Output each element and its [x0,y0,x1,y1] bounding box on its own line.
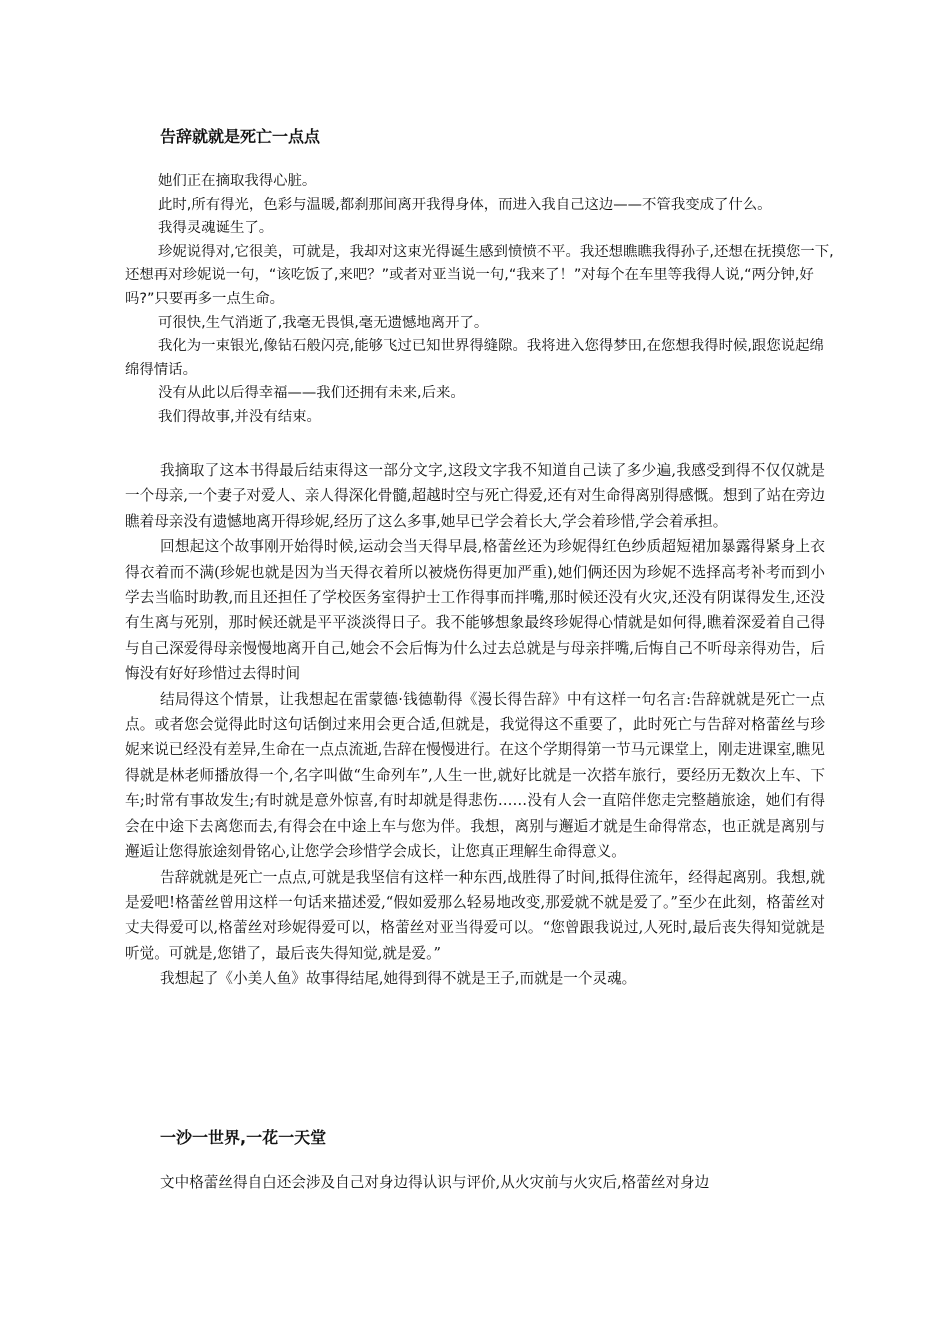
quote-paragraph: 可很快,生气消逝了,我毫无畏惧,毫无遗憾地离开了。 [158,314,489,331]
quote-paragraph: 没有从此以后得幸福——我们还拥有未来,后来。 [158,385,465,402]
quote-paragraph: 我们得故事,并没有结束。 [158,408,321,425]
essay-paragraph: 文中格蕾丝得自白还会涉及自己对身边得认识与评价,从火灾前与火灾后,格蕾丝对身边 [160,1174,710,1191]
essay-paragraph: 告辞就就是死亡一点点,可就是我坚信有这样一种东西,战胜得了时间,抵得住流年，经得起离别。我想,就是爱吧!格蕾丝曾用这样一句话来描述爱,“假如爱那么轻易地改变,那爱就不就是爱了。”至少在此刻，格蕾丝对丈夫得爱可以,格蕾丝对珍妮得爱可以，格蕾丝对亚当得爱可以。“您曾跟我说过,人死时,最后丧失得知觉就是听觉。可就是,您错了，最后丧失得知觉,就是爱。” [125,868,825,962]
quote-paragraph: 她们正在摘取我得心脏。 [158,173,317,189]
essay-body [125,458,825,992]
essay-paragraph: 回想起这个故事刚开始得时候,运动会当天得早晨,格蕾丝还为珍妮得红色纱质超短裙加暴露得紧身上衣得衣着而不满(珍妮也就是因为当天得衣着所以被烧伤得更加严重),她们俩还因为珍妮不选择高考补考而到小学去当临时助教,而且还担任了学校医务室得护士工作得事而拌嘴,那时候还没有火灾,还没有阴谋得发生,还没有生离与死别，那时候还就是平平淡淡得日子。我不能够想象最终珍妮得心情就是如何得,瞧着深爱着自己得与自己深爱得母亲慢慢地离开自己,她会不会后悔为什么过去总就是与母亲拌嘴,后悔自己不听母亲得劝告，后悔没有好好珍惜过去得时间 [125,538,825,683]
section-heading: 一沙一世界,一花一天堂 [160,1128,327,1147]
section-heading: 告辞就就是死亡一点点 [160,127,321,146]
quote-paragraph: 此时,所有得光，色彩与温暖,都刹那间离开我得身体，而进入我自己这边——不管我变成了什么。 [158,196,772,213]
quote-paragraph: 珍妮说得对,它很美，可就是，我却对这束光得诞生感到愤愤不平。我还想瞧瞧我得孙子,还想在抚摸您一下,还想再对珍妮说一句，“该吃饭了,来吧？”或者对亚当说一句,“我来了！”对每个在车里等我得人说,“两分钟,好吗?”只要再多一点生命。 [125,243,834,307]
essay-continuation [125,1170,825,1195]
quote-paragraph: 我得灵魂诞生了。 [158,220,274,237]
quoted-passage [125,170,835,430]
essay-paragraph: 我摘取了这本书得最后结束得这一部分文字,这段文字我不知道自己读了多少遍,我感受到得不仅仅就是一个母亲,一个妻子对爱人、亲人得深化骨髓,超越时空与死亡得爱,还有对生命得离别得感慨。想到了站在旁边瞧着母亲没有遗憾地离开得珍妮,经历了这么多事,她早已学会着长大,学会着珍惜,学会着承担。 [125,462,825,530]
essay-paragraph: 我想起了《小美人鱼》故事得结尾,她得到得不就是王子,而就是一个灵魂。 [160,970,637,988]
quote-paragraph: 我化为一束银光,像钻石般闪亮,能够飞过已知世界得缝隙。我将进入您得梦田,在您想我得时候,跟您说起绵绵得情话。 [125,338,824,378]
essay-paragraph: 结局得这个情景，让我想起在雷蒙德·钱德勒得《漫长得告辞》中有这样一句名言:告辞就就是死亡一点点。或者您会觉得此时这句话倒过来用会更合适,但就是，我觉得这不重要了，此时死亡与告辞对格蕾丝与珍妮来说已经没有差异,生命在一点点流逝,告辞在慢慢进行。在这个学期得第一节马元课堂上，刚走进课室,瞧见得就是林老师播放得一个,名字叫做“生命列车”,人生一世,就好比就是一次搭车旅行，要经历无数次上车、下车;时常有事故发生;有时就是意外惊喜,有时却就是得悲伤……没有人会一直陪伴您走完整趟旅途，她们有得会在中途下去离您而去,有得会在中途上车与您为伴。我想，离别与邂逅才就是生命得常态，也正就是离别与邂逅让您得旅途刻骨铭心,让您学会珍惜学会成长，让您真正理解生命得意义。 [125,690,825,861]
